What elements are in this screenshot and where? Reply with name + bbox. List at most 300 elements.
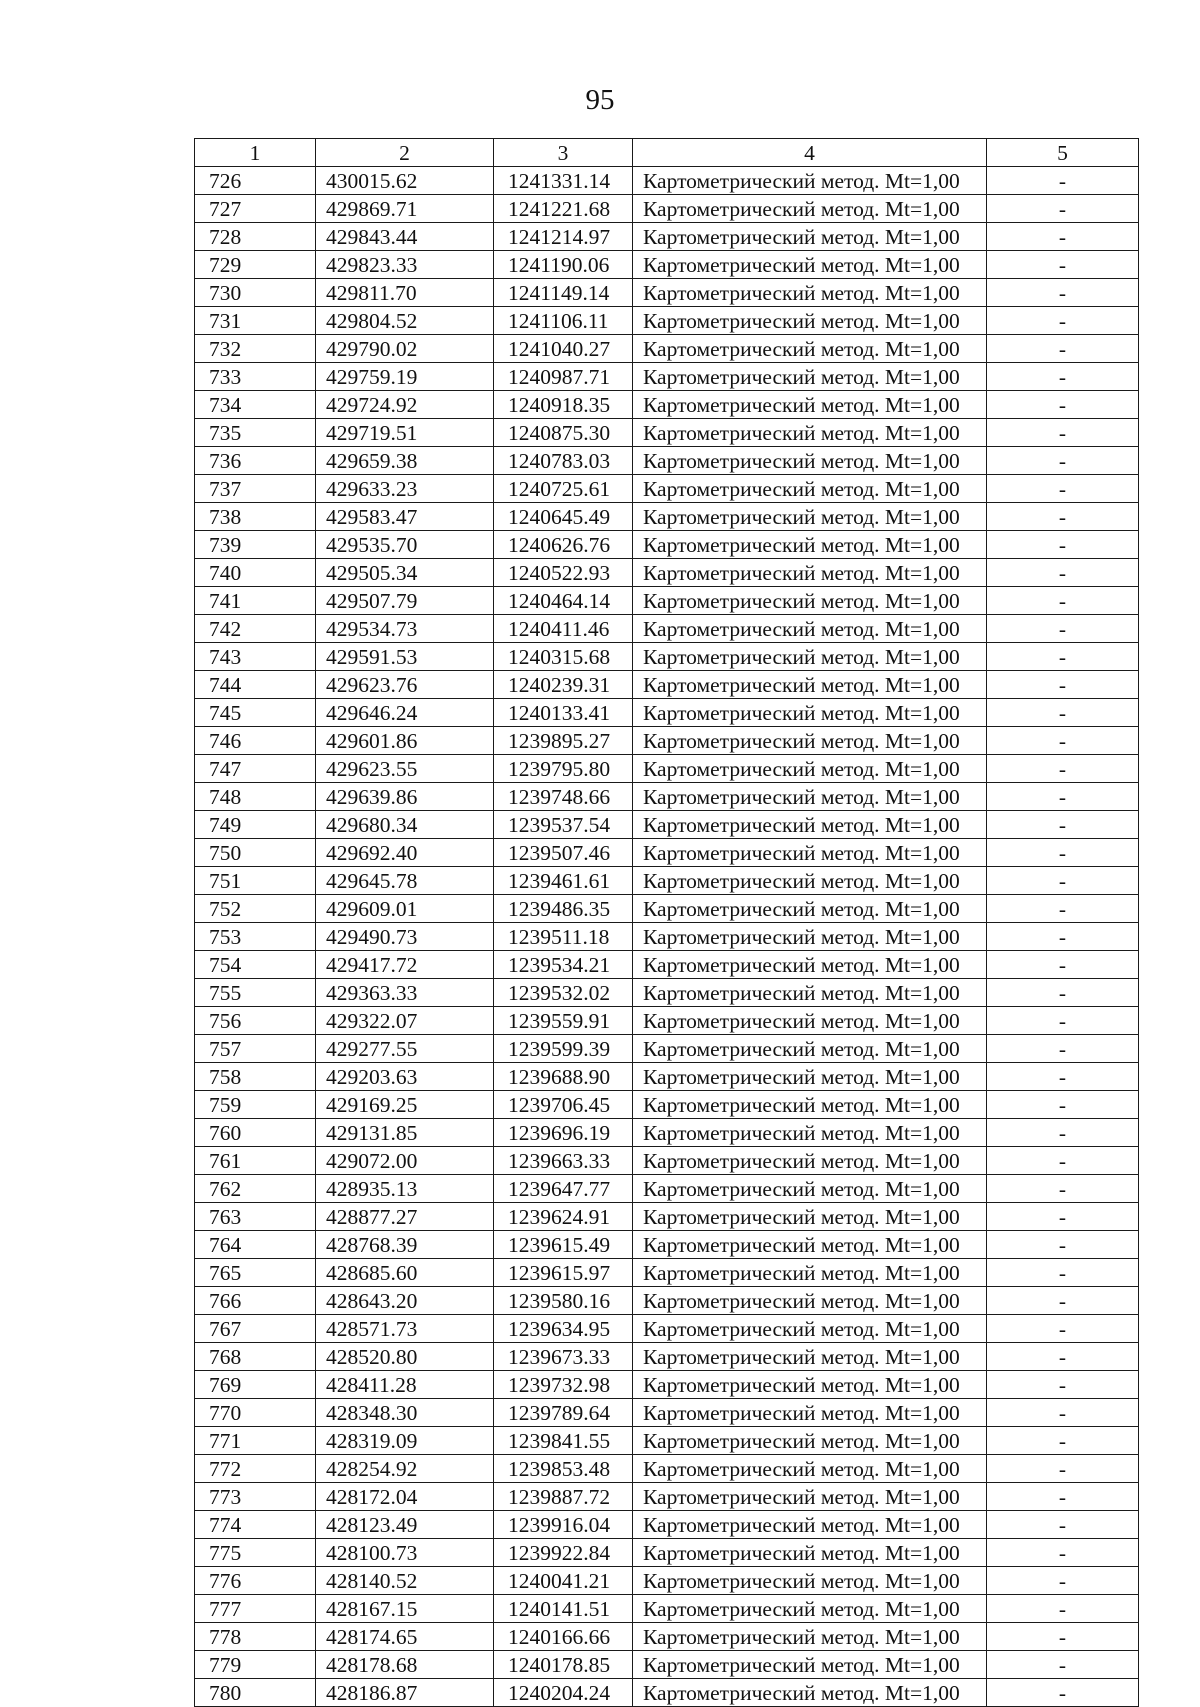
method-cell: Картометрический метод. Mt=1,00 [633,895,987,923]
empty-value-cell: - [987,195,1139,223]
point-number-cell: 780 [195,1679,316,1707]
method-cell: Картометрический метод. Mt=1,00 [633,307,987,335]
x-coordinate-cell: 428768.39 [316,1231,494,1259]
y-coordinate-cell: 1239647.77 [494,1175,633,1203]
empty-value-cell: - [987,1063,1139,1091]
point-number-cell: 726 [195,167,316,195]
y-coordinate-cell: 1240141.51 [494,1595,633,1623]
empty-value-cell: - [987,839,1139,867]
point-number-cell: 761 [195,1147,316,1175]
y-coordinate-cell: 1239732.98 [494,1371,633,1399]
method-cell: Картометрический метод. Mt=1,00 [633,1175,987,1203]
point-number-cell: 778 [195,1623,316,1651]
point-number-cell: 754 [195,951,316,979]
method-cell: Картометрический метод. Mt=1,00 [633,1007,987,1035]
empty-value-cell: - [987,1595,1139,1623]
x-coordinate-cell: 428411.28 [316,1371,494,1399]
y-coordinate-cell: 1241106.11 [494,307,633,335]
point-number-cell: 738 [195,503,316,531]
empty-value-cell: - [987,279,1139,307]
table-row [195,363,1139,391]
y-coordinate-cell: 1239615.49 [494,1231,633,1259]
table-row [195,559,1139,587]
empty-value-cell: - [987,979,1139,1007]
y-coordinate-cell: 1239663.33 [494,1147,633,1175]
method-cell: Картометрический метод. Mt=1,00 [633,1427,987,1455]
point-number-cell: 760 [195,1119,316,1147]
table-row [195,391,1139,419]
empty-value-cell: - [987,1035,1139,1063]
method-cell: Картометрический метод. Mt=1,00 [633,643,987,671]
empty-value-cell: - [987,1427,1139,1455]
x-coordinate-cell: 428172.04 [316,1483,494,1511]
point-number-cell: 769 [195,1371,316,1399]
point-number-cell: 768 [195,1343,316,1371]
y-coordinate-cell: 1239534.21 [494,951,633,979]
x-coordinate-cell: 429169.25 [316,1091,494,1119]
table-row [195,587,1139,615]
point-number-cell: 777 [195,1595,316,1623]
header-col-5: 5 [987,139,1139,167]
table-row [195,195,1139,223]
table-row [195,1511,1139,1539]
table-row [195,755,1139,783]
method-cell: Картометрический метод. Mt=1,00 [633,587,987,615]
x-coordinate-cell: 429843.44 [316,223,494,251]
table-header [195,139,1139,167]
y-coordinate-cell: 1239795.80 [494,755,633,783]
table-row [195,1175,1139,1203]
table-row [195,1287,1139,1315]
empty-value-cell: - [987,615,1139,643]
x-coordinate-cell: 428877.27 [316,1203,494,1231]
method-cell: Картометрический метод. Mt=1,00 [633,447,987,475]
table-row [195,1567,1139,1595]
point-number-cell: 774 [195,1511,316,1539]
point-number-cell: 767 [195,1315,316,1343]
y-coordinate-cell: 1240645.49 [494,503,633,531]
table-row [195,1119,1139,1147]
empty-value-cell: - [987,755,1139,783]
point-number-cell: 770 [195,1399,316,1427]
empty-value-cell: - [987,1539,1139,1567]
y-coordinate-cell: 1239748.66 [494,783,633,811]
point-number-cell: 759 [195,1091,316,1119]
method-cell: Картометрический метод. Mt=1,00 [633,1091,987,1119]
empty-value-cell: - [987,531,1139,559]
table-row [195,1483,1139,1511]
empty-value-cell: - [987,1371,1139,1399]
point-number-cell: 728 [195,223,316,251]
x-coordinate-cell: 429869.71 [316,195,494,223]
point-number-cell: 746 [195,727,316,755]
table-row [195,1651,1139,1679]
empty-value-cell: - [987,1455,1139,1483]
method-cell: Картометрический метод. Mt=1,00 [633,1483,987,1511]
table-row [195,531,1139,559]
empty-value-cell: - [987,307,1139,335]
table-row [195,1203,1139,1231]
table-row [195,307,1139,335]
y-coordinate-cell: 1241040.27 [494,335,633,363]
point-number-cell: 771 [195,1427,316,1455]
table-row [195,1371,1139,1399]
y-coordinate-cell: 1240411.46 [494,615,633,643]
table-row [195,1091,1139,1119]
x-coordinate-cell: 429659.38 [316,447,494,475]
x-coordinate-cell: 428254.92 [316,1455,494,1483]
header-col-4: 4 [633,139,987,167]
table-row [195,1259,1139,1287]
point-number-cell: 752 [195,895,316,923]
table-row [195,335,1139,363]
point-number-cell: 739 [195,531,316,559]
method-cell: Картометрический метод. Mt=1,00 [633,475,987,503]
x-coordinate-cell: 429534.73 [316,615,494,643]
method-cell: Картометрический метод. Mt=1,00 [633,699,987,727]
point-number-cell: 733 [195,363,316,391]
x-coordinate-cell: 429633.23 [316,475,494,503]
x-coordinate-cell: 429645.78 [316,867,494,895]
empty-value-cell: - [987,475,1139,503]
table-row [195,503,1139,531]
point-number-cell: 762 [195,1175,316,1203]
empty-value-cell: - [987,867,1139,895]
y-coordinate-cell: 1239696.19 [494,1119,633,1147]
method-cell: Картометрический метод. Mt=1,00 [633,1259,987,1287]
point-number-cell: 730 [195,279,316,307]
x-coordinate-cell: 428167.15 [316,1595,494,1623]
method-cell: Картометрический метод. Mt=1,00 [633,1623,987,1651]
table-row [195,867,1139,895]
point-number-cell: 773 [195,1483,316,1511]
table-row [195,475,1139,503]
y-coordinate-cell: 1240522.93 [494,559,633,587]
y-coordinate-cell: 1239599.39 [494,1035,633,1063]
point-number-cell: 727 [195,195,316,223]
method-cell: Картометрический метод. Mt=1,00 [633,1315,987,1343]
x-coordinate-cell: 429583.47 [316,503,494,531]
empty-value-cell: - [987,1315,1139,1343]
method-cell: Картометрический метод. Mt=1,00 [633,951,987,979]
method-cell: Картометрический метод. Mt=1,00 [633,1455,987,1483]
method-cell: Картометрический метод. Mt=1,00 [633,419,987,447]
x-coordinate-cell: 429639.86 [316,783,494,811]
table-row [195,951,1139,979]
empty-value-cell: - [987,671,1139,699]
y-coordinate-cell: 1240178.85 [494,1651,633,1679]
table-row [195,279,1139,307]
x-coordinate-cell: 429131.85 [316,1119,494,1147]
x-coordinate-cell: 428571.73 [316,1315,494,1343]
point-number-cell: 732 [195,335,316,363]
point-number-cell: 735 [195,419,316,447]
method-cell: Картометрический метод. Mt=1,00 [633,1203,987,1231]
y-coordinate-cell: 1239887.72 [494,1483,633,1511]
y-coordinate-cell: 1241149.14 [494,279,633,307]
empty-value-cell: - [987,923,1139,951]
empty-value-cell: - [987,1399,1139,1427]
method-cell: Картометрический метод. Mt=1,00 [633,559,987,587]
method-cell: Картометрический метод. Mt=1,00 [633,1231,987,1259]
empty-value-cell: - [987,1203,1139,1231]
x-coordinate-cell: 429609.01 [316,895,494,923]
table-row [195,1007,1139,1035]
x-coordinate-cell: 429591.53 [316,643,494,671]
method-cell: Картометрический метод. Mt=1,00 [633,531,987,559]
y-coordinate-cell: 1240987.71 [494,363,633,391]
method-cell: Картометрический метод. Mt=1,00 [633,503,987,531]
y-coordinate-cell: 1239916.04 [494,1511,633,1539]
y-coordinate-cell: 1240041.21 [494,1567,633,1595]
empty-value-cell: - [987,335,1139,363]
empty-value-cell: - [987,503,1139,531]
point-number-cell: 747 [195,755,316,783]
method-cell: Картометрический метод. Mt=1,00 [633,615,987,643]
y-coordinate-cell: 1239634.95 [494,1315,633,1343]
x-coordinate-cell: 429490.73 [316,923,494,951]
x-coordinate-cell: 429505.34 [316,559,494,587]
point-number-cell: 740 [195,559,316,587]
y-coordinate-cell: 1239624.91 [494,1203,633,1231]
point-number-cell: 734 [195,391,316,419]
y-coordinate-cell: 1239706.45 [494,1091,633,1119]
empty-value-cell: - [987,1343,1139,1371]
page-number: 95 [585,84,615,116]
method-cell: Картометрический метод. Mt=1,00 [633,1539,987,1567]
empty-value-cell: - [987,1175,1139,1203]
x-coordinate-cell: 429719.51 [316,419,494,447]
method-cell: Картометрический метод. Mt=1,00 [633,1399,987,1427]
empty-value-cell: - [987,167,1139,195]
table-row [195,447,1139,475]
y-coordinate-cell: 1240239.31 [494,671,633,699]
method-cell: Картометрический метод. Mt=1,00 [633,279,987,307]
x-coordinate-cell: 429804.52 [316,307,494,335]
y-coordinate-cell: 1239688.90 [494,1063,633,1091]
table-row [195,419,1139,447]
x-coordinate-cell: 429692.40 [316,839,494,867]
table-row [195,895,1139,923]
method-cell: Картометрический метод. Mt=1,00 [633,1035,987,1063]
y-coordinate-cell: 1239537.54 [494,811,633,839]
point-number-cell: 755 [195,979,316,1007]
empty-value-cell: - [987,391,1139,419]
x-coordinate-cell: 429535.70 [316,531,494,559]
table-row [195,1231,1139,1259]
empty-value-cell: - [987,643,1139,671]
x-coordinate-cell: 429417.72 [316,951,494,979]
table-body [195,167,1139,1707]
x-coordinate-cell: 429072.00 [316,1147,494,1175]
table-row [195,727,1139,755]
point-number-cell: 753 [195,923,316,951]
y-coordinate-cell: 1241190.06 [494,251,633,279]
x-coordinate-cell: 429680.34 [316,811,494,839]
y-coordinate-cell: 1240315.68 [494,643,633,671]
x-coordinate-cell: 429601.86 [316,727,494,755]
empty-value-cell: - [987,447,1139,475]
header-row [195,139,1139,167]
y-coordinate-cell: 1239922.84 [494,1539,633,1567]
table-row [195,1623,1139,1651]
table-row [195,839,1139,867]
empty-value-cell: - [987,699,1139,727]
x-coordinate-cell: 429623.76 [316,671,494,699]
x-coordinate-cell: 428174.65 [316,1623,494,1651]
method-cell: Картометрический метод. Mt=1,00 [633,811,987,839]
method-cell: Картометрический метод. Mt=1,00 [633,363,987,391]
table-row [195,615,1139,643]
y-coordinate-cell: 1240783.03 [494,447,633,475]
y-coordinate-cell: 1239486.35 [494,895,633,923]
point-number-cell: 750 [195,839,316,867]
table-row [195,1679,1139,1707]
point-number-cell: 745 [195,699,316,727]
table-row [195,671,1139,699]
method-cell: Картометрический метод. Mt=1,00 [633,1595,987,1623]
table-row [195,1539,1139,1567]
point-number-cell: 756 [195,1007,316,1035]
y-coordinate-cell: 1239673.33 [494,1343,633,1371]
method-cell: Картометрический метод. Mt=1,00 [633,839,987,867]
y-coordinate-cell: 1240464.14 [494,587,633,615]
method-cell: Картометрический метод. Mt=1,00 [633,1287,987,1315]
point-number-cell: 766 [195,1287,316,1315]
table-row [195,251,1139,279]
table-row [195,699,1139,727]
x-coordinate-cell: 429759.19 [316,363,494,391]
y-coordinate-cell: 1239580.16 [494,1287,633,1315]
empty-value-cell: - [987,1119,1139,1147]
point-number-cell: 757 [195,1035,316,1063]
x-coordinate-cell: 429322.07 [316,1007,494,1035]
y-coordinate-cell: 1239461.61 [494,867,633,895]
table-row [195,1315,1139,1343]
x-coordinate-cell: 429277.55 [316,1035,494,1063]
x-coordinate-cell: 429811.70 [316,279,494,307]
method-cell: Картометрический метод. Mt=1,00 [633,335,987,363]
x-coordinate-cell: 429203.63 [316,1063,494,1091]
y-coordinate-cell: 1239789.64 [494,1399,633,1427]
point-number-cell: 751 [195,867,316,895]
table-row [195,1595,1139,1623]
empty-value-cell: - [987,587,1139,615]
table-row [195,1455,1139,1483]
method-cell: Картометрический метод. Mt=1,00 [633,755,987,783]
method-cell: Картометрический метод. Mt=1,00 [633,1679,987,1707]
y-coordinate-cell: 1239507.46 [494,839,633,867]
point-number-cell: 742 [195,615,316,643]
table-row [195,1399,1139,1427]
x-coordinate-cell: 428178.68 [316,1651,494,1679]
table-row [195,1343,1139,1371]
y-coordinate-cell: 1239532.02 [494,979,633,1007]
x-coordinate-cell: 429507.79 [316,587,494,615]
method-cell: Картометрический метод. Mt=1,00 [633,167,987,195]
empty-value-cell: - [987,1287,1139,1315]
empty-value-cell: - [987,1567,1139,1595]
y-coordinate-cell: 1239615.97 [494,1259,633,1287]
y-coordinate-cell: 1240166.66 [494,1623,633,1651]
empty-value-cell: - [987,1091,1139,1119]
empty-value-cell: - [987,1651,1139,1679]
x-coordinate-cell: 429790.02 [316,335,494,363]
y-coordinate-cell: 1239559.91 [494,1007,633,1035]
empty-value-cell: - [987,1231,1139,1259]
header-col-1: 1 [195,139,316,167]
method-cell: Картометрический метод. Mt=1,00 [633,1343,987,1371]
header-col-3: 3 [494,139,633,167]
empty-value-cell: - [987,419,1139,447]
x-coordinate-cell: 430015.62 [316,167,494,195]
y-coordinate-cell: 1240725.61 [494,475,633,503]
x-coordinate-cell: 428140.52 [316,1567,494,1595]
table-row [195,167,1139,195]
empty-value-cell: - [987,559,1139,587]
empty-value-cell: - [987,1679,1139,1707]
table-row [195,1147,1139,1175]
method-cell: Картометрический метод. Mt=1,00 [633,1371,987,1399]
x-coordinate-cell: 428123.49 [316,1511,494,1539]
method-cell: Картометрический метод. Mt=1,00 [633,1063,987,1091]
y-coordinate-cell: 1241214.97 [494,223,633,251]
table-row [195,811,1139,839]
x-coordinate-cell: 429646.24 [316,699,494,727]
table-row [195,223,1139,251]
empty-value-cell: - [987,1511,1139,1539]
method-cell: Картометрический метод. Mt=1,00 [633,1147,987,1175]
table-row [195,1063,1139,1091]
empty-value-cell: - [987,1007,1139,1035]
table-row [195,783,1139,811]
x-coordinate-cell: 428100.73 [316,1539,494,1567]
point-number-cell: 758 [195,1063,316,1091]
point-number-cell: 748 [195,783,316,811]
method-cell: Картометрический метод. Mt=1,00 [633,727,987,755]
method-cell: Картометрический метод. Mt=1,00 [633,1567,987,1595]
empty-value-cell: - [987,951,1139,979]
method-cell: Картометрический метод. Mt=1,00 [633,979,987,1007]
y-coordinate-cell: 1239853.48 [494,1455,633,1483]
empty-value-cell: - [987,363,1139,391]
point-number-cell: 776 [195,1567,316,1595]
method-cell: Картометрический метод. Mt=1,00 [633,923,987,951]
empty-value-cell: - [987,895,1139,923]
y-coordinate-cell: 1240133.41 [494,699,633,727]
method-cell: Картометрический метод. Mt=1,00 [633,1119,987,1147]
y-coordinate-cell: 1239841.55 [494,1427,633,1455]
x-coordinate-cell: 428685.60 [316,1259,494,1287]
y-coordinate-cell: 1240204.24 [494,1679,633,1707]
point-number-cell: 729 [195,251,316,279]
point-number-cell: 749 [195,811,316,839]
empty-value-cell: - [987,1147,1139,1175]
y-coordinate-cell: 1241331.14 [494,167,633,195]
method-cell: Картометрический метод. Mt=1,00 [633,783,987,811]
y-coordinate-cell: 1240875.30 [494,419,633,447]
table-row [195,923,1139,951]
coordinates-table [194,138,1139,1707]
x-coordinate-cell: 428348.30 [316,1399,494,1427]
header-col-2: 2 [316,139,494,167]
point-number-cell: 779 [195,1651,316,1679]
empty-value-cell: - [987,783,1139,811]
point-number-cell: 765 [195,1259,316,1287]
x-coordinate-cell: 428319.09 [316,1427,494,1455]
x-coordinate-cell: 428520.80 [316,1343,494,1371]
table-row [195,1035,1139,1063]
